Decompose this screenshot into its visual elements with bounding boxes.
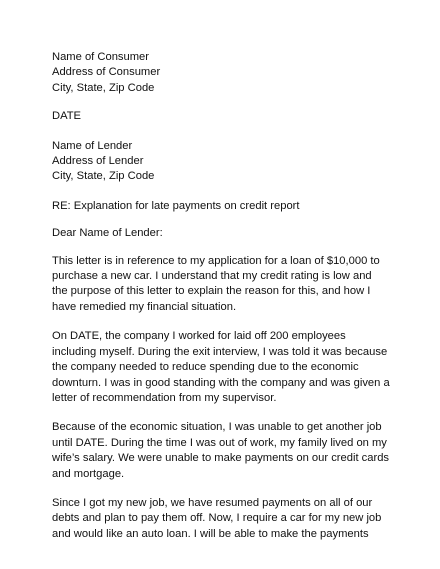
recipient-city-state-zip: City, State, Zip Code bbox=[52, 170, 155, 183]
paragraph-1 bbox=[52, 254, 397, 316]
sender-name: Name of Consumer bbox=[52, 51, 149, 63]
letter-body bbox=[52, 50, 397, 542]
paragraph-line: Because of the economic situation, I was unable to get another job bbox=[52, 421, 382, 434]
recipient-address bbox=[52, 139, 397, 185]
paragraph-line: letter of recommendation from my supervisor. bbox=[52, 391, 277, 404]
paragraph-line: debts and plan to pay them off. Now, I require a car for my new job bbox=[52, 512, 382, 525]
paragraph-line: including myself. During the exit interview, I was told it was because bbox=[52, 345, 388, 358]
paragraph-line: On DATE, the company I worked for laid off 200 employees bbox=[52, 330, 346, 343]
subject-line bbox=[52, 199, 397, 214]
paragraph-line: the purpose of this letter to explain the reason for this, and how I bbox=[52, 285, 371, 298]
paragraph-3 bbox=[52, 420, 397, 482]
paragraph-line: purchase a new car. I understand that my credit rating is low and bbox=[52, 270, 372, 283]
paragraph-4 bbox=[52, 496, 397, 542]
recipient-name: Name of Lender bbox=[52, 139, 133, 152]
recipient-street: Address of Lender bbox=[52, 155, 144, 168]
subject-text: RE: Explanation for late payments on credit report bbox=[52, 199, 300, 212]
paragraph-2 bbox=[52, 329, 397, 406]
paragraph-line: downturn. I was in good standing with the company and was given a bbox=[52, 376, 390, 389]
sender-address bbox=[52, 50, 397, 96]
paragraph-line: wife’s salary. We were unable to make payments on our credit cards bbox=[52, 452, 390, 465]
paragraph-line: the company needed to reduce spending due to the economic bbox=[52, 361, 359, 374]
sender-street: Address of Consumer bbox=[52, 66, 161, 79]
salutation bbox=[52, 226, 397, 241]
sender-city-state-zip: City, State, Zip Code bbox=[52, 81, 155, 94]
paragraph-line: have remedied my financial situation. bbox=[52, 300, 237, 313]
paragraph-line: and would like an auto loan. I will be able to make the payments bbox=[52, 527, 369, 540]
paragraph-line: This letter is in reference to my application for a loan of $10,000 to bbox=[52, 254, 380, 267]
date-line: DATE bbox=[52, 110, 82, 123]
letter-date bbox=[52, 109, 397, 124]
paragraph-line: Since I got my new job, we have resumed payments on all of our bbox=[52, 496, 373, 509]
salutation-text: Dear Name of Lender: bbox=[52, 227, 163, 240]
paragraph-line: until DATE. During the time I was out of work, my family lived on my bbox=[52, 436, 387, 449]
paragraph-line: and mortgage. bbox=[52, 467, 125, 480]
